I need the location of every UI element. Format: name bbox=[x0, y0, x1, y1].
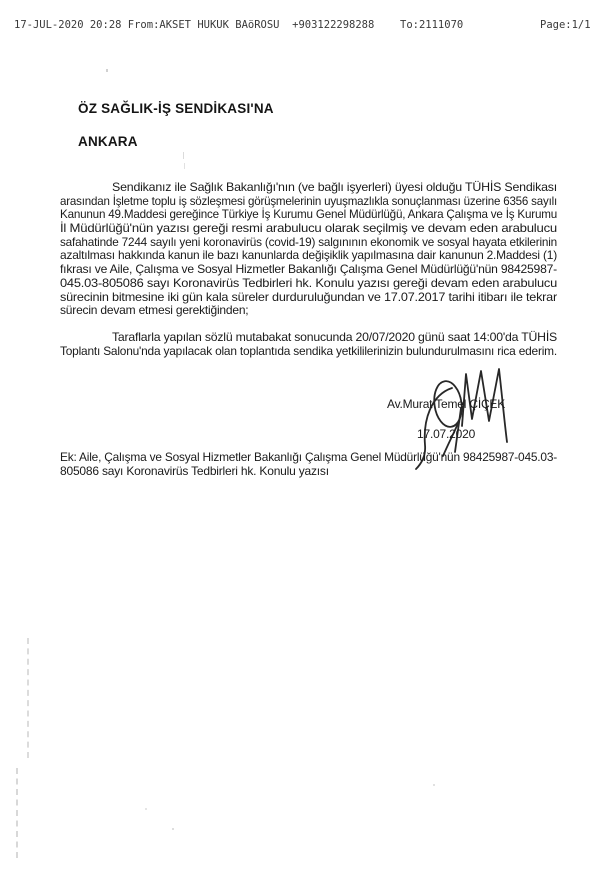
paragraph-1-line: İl Müdürlüğü'nün yazısı gereği resmi arabulucu olarak seçilmiş ve devam eden arabulucu bbox=[60, 221, 557, 236]
fax-transmission-header bbox=[0, 19, 616, 35]
fax-header-page: Page:1/1 bbox=[540, 19, 591, 31]
paragraph-1-line: fıkrası ve Aile, Çalışma ve Sosyal Hizmetler Bakanlığı Çalışma Genel Müdürlüğü'nün 98425987- bbox=[60, 262, 557, 277]
scan-speck bbox=[145, 808, 147, 810]
signature-date: 17.07.2020 bbox=[417, 427, 476, 441]
fax-header-to: To:2111070 bbox=[400, 19, 464, 31]
paragraph-1-line: arasından İşletme toplu iş sözleşmesi görüşmelerinin uyuşmazlıkla sonuçlanması üzerine 6356 sayılı bbox=[60, 193, 557, 208]
paragraph-2-line: Taraflarla yapılan sözlü mutabakat sonucunda 20/07/2020 günü saat 14:00'da TÜHİS bbox=[112, 330, 557, 344]
scan-speck bbox=[172, 828, 174, 830]
attachment-note-line: Ek: Aile, Çalışma ve Sosyal Hizmetler Bakanlığı Çalışma Genel Müdürlüğü'nün 98425987-045.03- bbox=[60, 450, 557, 464]
scan-artifact-dash bbox=[184, 163, 185, 169]
paragraph-1-line: Kanunun 49.Maddesi gereğince Türkiye İş Kurumu Genel Müdürlüğü, Ankara Çalışma ve İş Kurumu bbox=[60, 207, 557, 222]
recipient-heading: ÖZ SAĞLIK-İŞ SENDİKASI'NA bbox=[78, 101, 274, 116]
attachment-note bbox=[60, 451, 557, 478]
scan-margin-artifact bbox=[16, 768, 18, 858]
paragraph-1-line: sürecin devam etmesi gerektiğinden; bbox=[60, 303, 249, 318]
paragraph-1 bbox=[60, 181, 557, 318]
paragraph-1-line: sürecinin bitmesine iki gün kala süreler durduruluğundan ve 17.07.2017 tarihi itibarı ile tekrar bbox=[60, 289, 557, 304]
attachment-note-line: 805086 sayı Koronavirüs Tedbirleri hk. Konulu yazısı bbox=[60, 463, 329, 478]
paragraph-1-line: safahatinde 7244 sayılı yeni koronavirüs (covid-19) salgınının ekonomik ve sosyal hayata etkilerinin bbox=[60, 234, 557, 249]
signatory-name: Av.Murat Temel ÇİÇEK bbox=[387, 397, 506, 411]
paragraph-1-line: azaltılması hakkında kanun ile bazı kanunlarda değişiklik yapılmasına dair kanunun 2.Maddesi (1) bbox=[60, 248, 557, 263]
paragraph-1-line: Sendikanız ile Sağlık Bakanlığı'nın (ve bağlı işyerleri) üyesi olduğu TÜHİS Sendikası bbox=[112, 180, 557, 194]
city-heading: ANKARA bbox=[78, 134, 138, 149]
paragraph-2-line: Toplantı Salonu'nda yapılacak olan toplantıda sendika yetkililerinizin bulundurulmasını rica ederim. bbox=[60, 343, 557, 358]
paragraph-1-line: 045.03-805086 sayı Koronavirüs Tedbirleri hk. Konulu yazısı gereği devam eden arabulucu bbox=[60, 275, 557, 290]
fax-header-from: 17-JUL-2020 20:28 From:AKSET HUKUK BAöROSU +903122298288 bbox=[14, 19, 375, 31]
scan-speck bbox=[433, 784, 435, 786]
scan-margin-artifact bbox=[27, 638, 29, 758]
scan-artifact-dash bbox=[183, 152, 184, 159]
scan-speck bbox=[106, 69, 108, 72]
